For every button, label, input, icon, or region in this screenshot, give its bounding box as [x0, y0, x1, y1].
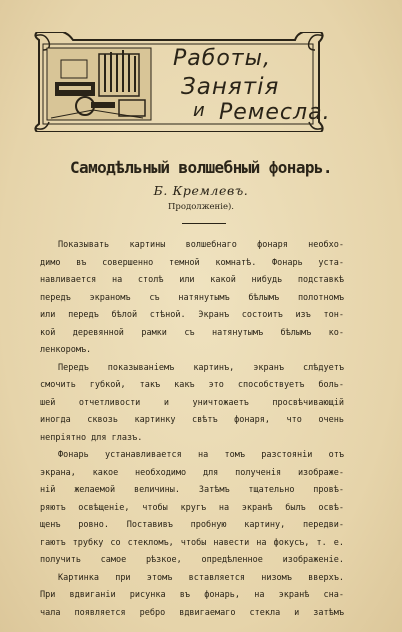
body-line: экрана, какое необходимо для полученія изображе- — [40, 467, 344, 478]
section-banner — [33, 32, 331, 132]
divider — [182, 223, 226, 224]
body-line: передъ экраномъ съ натянутымъ бѣлымъ полотномъ — [40, 292, 344, 303]
body-line: Передъ показываніемъ картинъ, экранъ слѣдуетъ — [58, 362, 344, 373]
article-body — [40, 237, 344, 622]
body-line: Картинка при этомъ вставляется низомъ вверхъ. — [58, 572, 344, 583]
body-line: При вдвиганіи рисунка въ фонарь, на экранѣ сна- — [40, 590, 344, 600]
body-line: димо въ совершенно темной комнатѣ. Фонарь уста- — [40, 257, 344, 268]
continuation-note: Продолженіе). — [167, 202, 234, 212]
body-line: иногда сквозь картинку свѣтъ фонаря, что очень — [40, 415, 344, 425]
article-title: Самодѣльный волшебный фонарь. — [70, 158, 332, 177]
body-line: смочить губкой, такъ какъ это способствуетъ боль- — [40, 380, 344, 390]
body-line: ряютъ освѣщеніе, чтобы кругъ на экранѣ былъ освѣ- — [40, 502, 344, 513]
banner-title-line4: Ремесла. — [219, 100, 331, 125]
body-line: или передъ бѣлой стѣной. Экранъ состоитъ изъ тон- — [40, 310, 344, 320]
body-line: кой деревянной рамки съ натянутымъ бѣлымъ ко- — [40, 327, 344, 338]
body-line: гаютъ трубку со стекломъ, чтобы навести на фокусъ, т. е. — [40, 537, 344, 548]
banner-title-line1: Работы, — [173, 46, 271, 71]
body-line: навливается на столѣ или какой нибудь подставкѣ — [40, 275, 344, 285]
body-line: получить самое рѣзкое, опредѣленное изображеніе. — [40, 555, 344, 565]
article-author: Б. Кремлевъ. — [153, 183, 249, 198]
body-line: непріятно для глазъ. — [40, 432, 143, 443]
body-line: щенъ ровно. Поставивъ пробную картину, передви- — [40, 520, 344, 530]
body-line: Показывать картины волшебнаго фонаря необхо- — [58, 240, 344, 250]
tools-still-life-icon — [47, 48, 151, 120]
body-line: ній желаемой величины. Затѣмъ тщательно провѣ- — [40, 485, 344, 495]
body-line: шей отчетливости и уничтожаетъ просвѣчивающій — [40, 397, 344, 408]
body-line: ленкоромъ. — [40, 345, 92, 355]
banner-title-line2: Занятія — [181, 74, 280, 100]
body-line: Фонарь устанавливается на томъ разстояніи отъ — [58, 450, 344, 460]
body-line: чала появляется ребро вдвигаемаго стекла и затѣмъ — [40, 607, 344, 618]
banner-title-line3: и — [193, 100, 206, 121]
